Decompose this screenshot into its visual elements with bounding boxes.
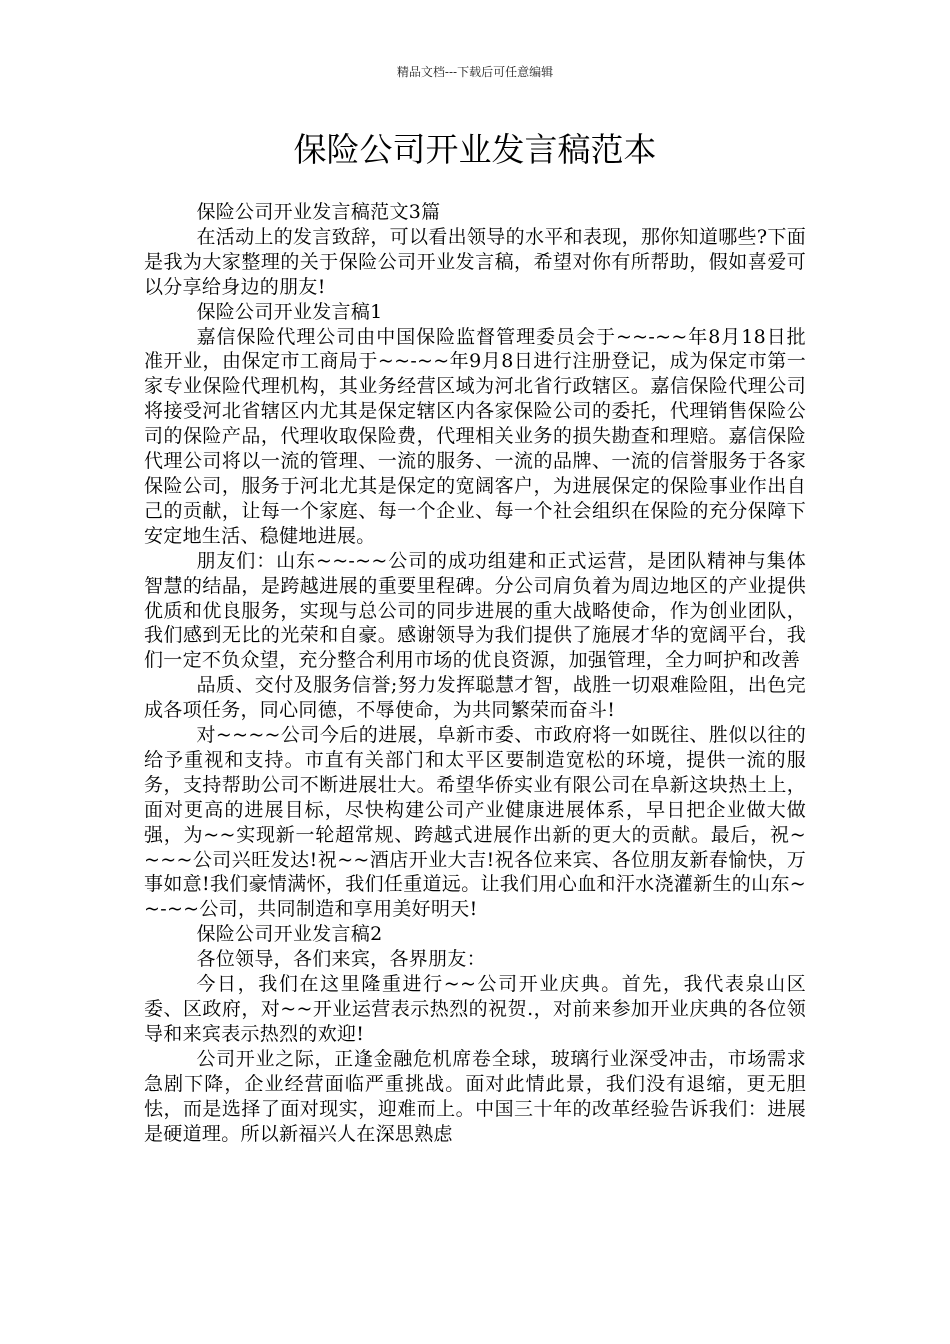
paragraph-salutation: 各位领导，各们来宾，各界朋友： — [196, 948, 486, 971]
paragraph: 嘉信保险代理公司由中国保险监督管理委员会于~~-~~年8月18日批准开业，由保定市工商局于~~-~~年9月8日进行注册登记，成为保定市第一家专业保险代理机构，其业务经营区域为河北省行政辖区。嘉信保险代理公司将接受河北省辖区内尤其是保定辖区内各家保险公司的委托，代理销售保险公司的保险产品，代理收取保险费，代理相关业务的损失勘查和理赔。嘉信保险代理公司将以一流的管理、一流的服务、一流的品牌、一流的信誉服务于各家保险公司，服务于河北尤其是保定的宽阔客户，为进展保定的保险事业作出自己的贡献，让每一个家庭、每一个企业、每一个社会组织在保险的充分保障下安定地生活、稳健地进展。 — [144, 325, 806, 547]
paragraph-subtitle: 保险公司开业发言稿范文3篇 — [196, 201, 441, 223]
document-title: 保险公司开业发言稿范本 — [293, 130, 657, 169]
page-header-note: 精品文档---下载后可任意编辑 — [396, 65, 554, 79]
paragraph-intro: 在活动上的发言致辞，可以看出领导的水平和表现，那你知道哪些?下面是我为大家整理的关于保险公司开业发言稿，希望对你有所帮助，假如喜爱可以分享给身边的朋友! — [144, 225, 806, 298]
paragraph: 公司开业之际，正逢金融危机席卷全球，玻璃行业深受冲击，市场需求急剧下降，企业经营面临严重挑战。面对此情此景，我们没有退缩，更无胆怯，而是选择了面对现实，迎难而上。中国三十年的改革经验告诉我们：进展是硬道理。所以新福兴人在深思熟虑 — [144, 1047, 806, 1145]
section-heading-2: 保险公司开业发言稿2 — [196, 923, 383, 946]
paragraph: 今日，我们在这里隆重进行~~公司开业庆典。首先，我代表泉山区委、区政府，对~~开业运营表示热烈的祝贺.，对前来参加开业庆典的各位领导和来宾表示热烈的欢迎! — [144, 973, 806, 1045]
paragraph: 对~~~~公司今后的进展，阜新市委、市政府将一如既往、胜似以往的给予重视和支持。市直有关部门和太平区要制造宽松的环境，提供一流的服务，支持帮助公司不断进展壮大。希望华侨实业有限公司在阜新这块热土上，面对更高的进展目标，尽快构建公司产业健康进展体系，早日把企业做大做强，为~~实现新一轮超常规、跨越式进展作出新的更大的贡献。最后，祝~~~~公司兴旺发达!祝~~酒店开业大吉!祝各位来宾、各位朋友新春愉快，万事如意!我们豪情满怀，我们任重道远。让我们用心血和汗水浇灌新生的山东~~-~~公司，共同制造和享用美好明天! — [144, 724, 806, 921]
section-heading-1: 保险公司开业发言稿1 — [196, 300, 383, 323]
document-body — [144, 200, 806, 1146]
paragraph: 朋友们：山东~~-~~公司的成功组建和正式运营，是团队精神与集体智慧的结晶，是跨越进展的重要里程碑。分公司肩负着为周边地区的产业提供优质和优良服务，实现与总公司的同步进展的重大战略使命，作为创业团队，我们感到无比的光荣和自豪。感谢领导为我们提供了施展才华的宽阔平台，我们一定不负众望，充分整合利用市场的优良资源，加强管理，全力呵护和改善 — [144, 549, 806, 672]
paragraph: 品质、交付及服务信誉;努力发挥聪慧才智，战胜一切艰难险阻，出色完成各项任务，同心同德，不辱使命，为共同繁荣而奋斗! — [144, 674, 806, 722]
